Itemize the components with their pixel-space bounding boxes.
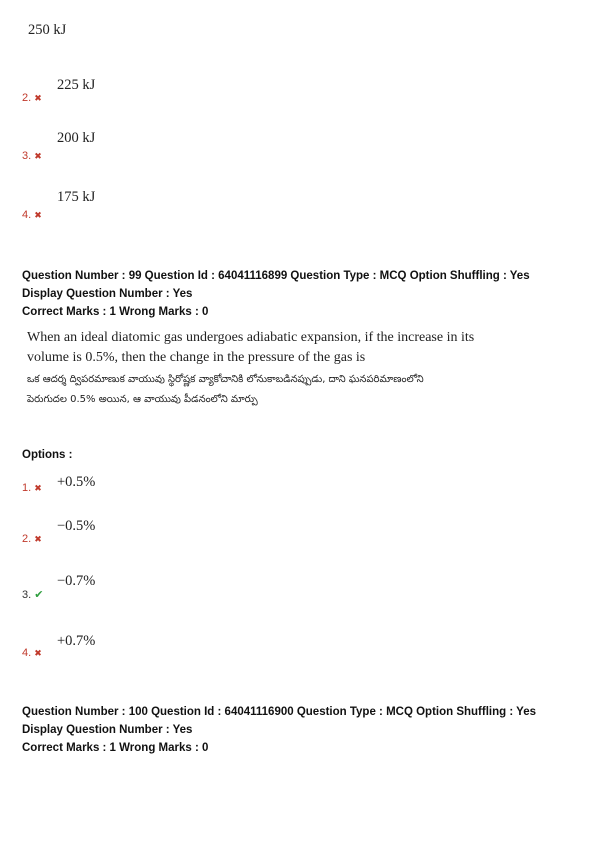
wrong-cross-icon: ✖	[34, 210, 42, 220]
prev-option-4-number: 4. ✖	[22, 209, 42, 221]
q100-header-line1: Question Number : 100 Question Id : 64041116900 Question Type : MCQ Option Shuffling : Yes	[22, 706, 536, 718]
q99-option-3-text: −0.7%	[57, 573, 96, 589]
q99-option-3-number: 3. ✔	[22, 589, 44, 601]
q99-option-1-number: 1. ✖	[22, 482, 42, 494]
wrong-cross-icon: ✖	[34, 151, 42, 161]
q99-header	[22, 267, 530, 321]
prev-option-2-text: 225 kJ	[57, 77, 96, 93]
prev-option-3-text: 200 kJ	[57, 130, 96, 146]
prev-option-1-text: 250 kJ	[28, 22, 67, 38]
prev-option-3-number: 3. ✖	[22, 150, 42, 162]
q99-question-en-line2: volume is 0.5%, then the change in the pressure of the gas is	[27, 350, 366, 365]
wrong-cross-icon: ✖	[34, 648, 42, 658]
q100-header-line2: Display Question Number : Yes	[22, 724, 193, 736]
q99-header-line3: Correct Marks : 1 Wrong Marks : 0	[22, 306, 209, 318]
q99-question-english	[27, 328, 474, 368]
q99-header-line1: Question Number : 99 Question Id : 64041116899 Question Type : MCQ Option Shuffling : Yes	[22, 270, 530, 282]
q99-header-line2: Display Question Number : Yes	[22, 288, 193, 300]
q99-option-2-number: 2. ✖	[22, 533, 42, 545]
q100-header	[22, 703, 536, 757]
q99-question-telugu	[27, 370, 424, 410]
q99-question-te-line2: పెరుగుదల 0.5% అయిన, ఆ వాయువు పీడనంలోని మార్పు	[27, 394, 258, 405]
prev-option-2-number: 2. ✖	[22, 92, 42, 104]
q100-header-line3: Correct Marks : 1 Wrong Marks : 0	[22, 742, 209, 754]
wrong-cross-icon: ✖	[34, 534, 42, 544]
wrong-cross-icon: ✖	[34, 93, 42, 103]
prev-option-4-text: 175 kJ	[57, 189, 96, 205]
q99-option-2-text: −0.5%	[57, 518, 96, 534]
q99-option-4-number: 4. ✖	[22, 647, 42, 659]
q99-question-en-line1: When an ideal diatomic gas undergoes adiabatic expansion, if the increase in its	[27, 330, 475, 345]
q99-options-label: Options :	[22, 449, 73, 461]
q99-question-te-line1: ఒక ఆదర్శ ద్విపరమాణుక వాయువు స్థిరోష్ణక వ్యాకోచానికి లోనుకాబడినప్పుడు, దాని ఘనపరిమాణంలోని	[27, 374, 424, 385]
q99-option-1-text: +0.5%	[57, 474, 96, 490]
wrong-cross-icon: ✖	[34, 483, 42, 493]
q99-option-4-text: +0.7%	[57, 633, 96, 649]
correct-check-icon: ✔	[34, 589, 44, 601]
